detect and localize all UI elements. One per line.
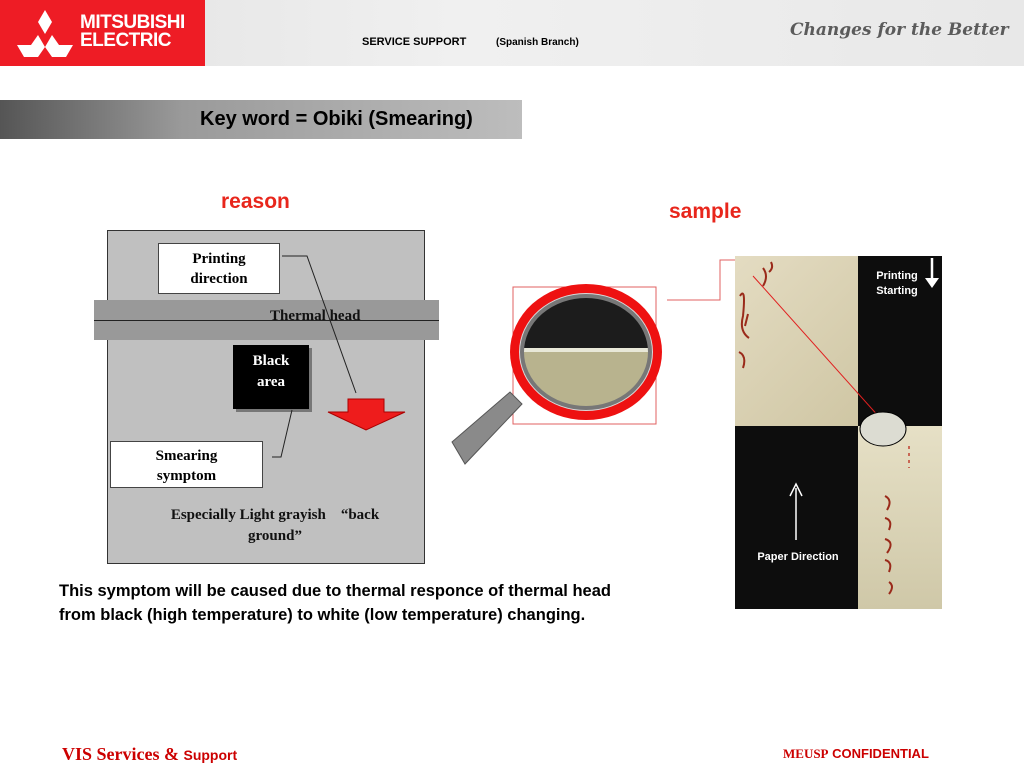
footer-right-suffix: CONFIDENTIAL — [828, 746, 929, 761]
sample-photo — [735, 256, 942, 609]
footer-right — [783, 746, 929, 762]
keyword-title: Key word = Obiki (Smearing) — [200, 108, 473, 130]
printing-direction-label: Printing direction — [158, 243, 280, 294]
zoom-connector-line — [667, 260, 735, 300]
symptom-description: This symptom will be caused due to thermal responce of thermal head from black (high temperature) to white (low temperature) changing. — [59, 582, 611, 624]
thermal-head-line — [94, 320, 439, 321]
magnifying-glass-icon — [448, 280, 668, 470]
printing-starting-label: Printing Starting — [876, 270, 918, 297]
smear-highlight-ellipse — [860, 412, 906, 446]
service-title: SERVICE SUPPORT — [362, 36, 467, 48]
smearing-symptom-label: Smearing symptom — [110, 441, 263, 488]
thermal-head-label: Thermal head — [270, 308, 361, 324]
footer-left-main: VIS Services & — [62, 744, 184, 764]
footer-right-prefix: MEUSP — [783, 746, 829, 761]
logo-text: MITSUBISHI ELECTRIC — [80, 12, 185, 51]
background-note: Especially Light grayish “back ground” — [170, 507, 380, 544]
footer-left-small: Support — [183, 747, 238, 763]
paper-direction-label: Paper Direction — [757, 551, 839, 563]
black-area-label: Black area — [233, 345, 309, 409]
three-diamonds-icon — [14, 8, 76, 58]
branch-label: (Spanish Branch) — [496, 37, 579, 48]
tagline: Changes for the Better — [790, 20, 1009, 40]
reason-title: reason — [221, 190, 290, 213]
sample-title: sample — [669, 200, 742, 223]
footer-left — [62, 744, 237, 765]
